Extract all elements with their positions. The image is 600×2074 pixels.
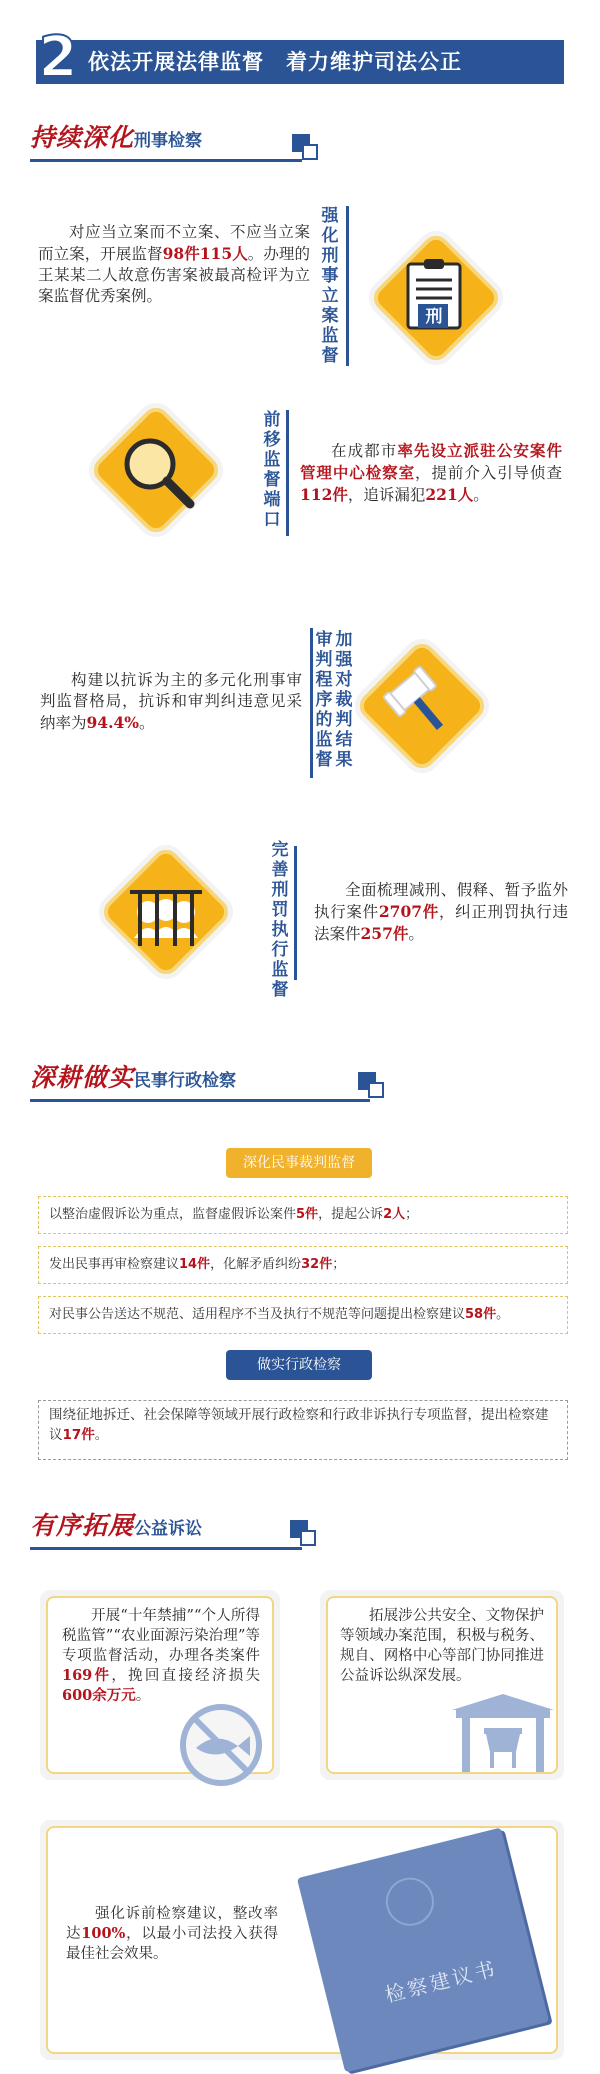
item1-text: 对应当立案而不立案、不应当立案而立案，开展监督98件115人。办理的王某某二人故意伤害案被最高检评为立案监督优秀案例。 — [38, 223, 310, 305]
emblem-seal-icon — [381, 1873, 439, 1931]
section-number: 2 — [38, 25, 78, 90]
book-title: 检察建议书 — [382, 1955, 500, 2008]
heading-underline — [30, 1099, 370, 1102]
section-main-title: 深耕做实 — [30, 1063, 135, 1092]
civil-box-3: 对民事公告送达不规范、适用程序不当及执行不规范等问题提出检察建议58件。 — [38, 1296, 568, 1334]
item1-divider — [346, 206, 349, 366]
section-heading-criminal — [30, 118, 330, 158]
pill-administrative: 做实行政检察 — [226, 1350, 372, 1380]
item3-divider — [310, 628, 313, 778]
section-heading-public-interest — [30, 1506, 310, 1546]
section-main-title: 持续深化 — [30, 123, 135, 152]
item3-icon-wrap — [362, 646, 482, 766]
item3-title-col1: 加强对裁判结果 — [335, 630, 353, 770]
card1-text: 开展“十年禁捕”“个人所得税监管”“农业面源污染治理”等专项监督活动，办理各类案件169件，挽回直接经济损失600余万元。 — [62, 1608, 260, 1704]
item1-title: 强化刑事立案监督 — [321, 206, 339, 366]
heading-square-outline — [368, 1082, 384, 1098]
gavel-icon — [376, 660, 468, 752]
heading-underline — [30, 159, 302, 162]
heading-underline — [30, 1547, 302, 1550]
no-fishing-icon — [176, 1700, 266, 1790]
heading-square-outline — [302, 144, 318, 160]
admin-box: 围绕征地拆迁、社会保障等领域开展行政检察和行政非诉执行专项监督，提出检察建议17件。 — [38, 1400, 568, 1460]
pill-civil-judgment: 深化民事裁判监督 — [226, 1148, 372, 1178]
banner-title: 依法开展法律监督 着力维护司法公正 — [88, 50, 462, 74]
magnifier-icon — [110, 424, 202, 516]
civil-box-2: 发出民事再审检察建议14件，化解矛盾纠纷32件； — [38, 1246, 568, 1284]
section-sub-title: 刑事检察 — [134, 131, 203, 151]
item2-icon-wrap — [96, 410, 216, 530]
card2-text: 拓展涉公共安全、文物保护等领域办案范围，积极与税务、规自、网格中心等部门协同推进公益诉讼纵深发展。 — [340, 1608, 544, 1684]
item3-title-col2: 审判程序的监督 — [315, 630, 333, 770]
document-icon-label: 刑 — [425, 307, 443, 327]
cultural-heritage-icon — [448, 1690, 558, 1774]
item4-title: 完善刑罚执行监督 — [271, 840, 289, 1000]
item4-text: 全面梳理减刑、假释、暂予监外执行案件2707件，纠正刑罚执行违法案件257件。 — [314, 881, 568, 943]
item2-text: 在成都市率先设立派驻公安案件管理中心检察室，提前介入引导侦查112件，追诉漏犯221人。 — [300, 441, 562, 504]
heading-square-outline — [300, 1530, 316, 1546]
section-sub-title: 公益诉讼 — [134, 1519, 203, 1539]
prison-bars-icon — [120, 866, 212, 958]
section-heading-civil — [30, 1058, 370, 1098]
item2-title: 前移监督端口 — [263, 410, 281, 530]
section-sub-title: 民事行政检察 — [134, 1071, 237, 1091]
item4-icon-wrap — [106, 852, 226, 972]
civil-box-1: 以整治虚假诉讼为重点，监督虚假诉讼案件5件，提起公诉2人； — [38, 1196, 568, 1234]
card3-text: 强化诉前检察建议，整改率达100%，以最小司法投入获得最佳社会效果。 — [66, 1906, 279, 1962]
item2-divider — [286, 410, 289, 536]
item4-divider — [294, 846, 297, 980]
section-main-title: 有序拓展 — [30, 1511, 135, 1540]
item1-icon-wrap — [376, 238, 496, 358]
item3-text: 构建以抗诉为主的多元化刑事审判监督格局，抗诉和审判纠违意见采纳率为94.4%。 — [40, 671, 302, 732]
